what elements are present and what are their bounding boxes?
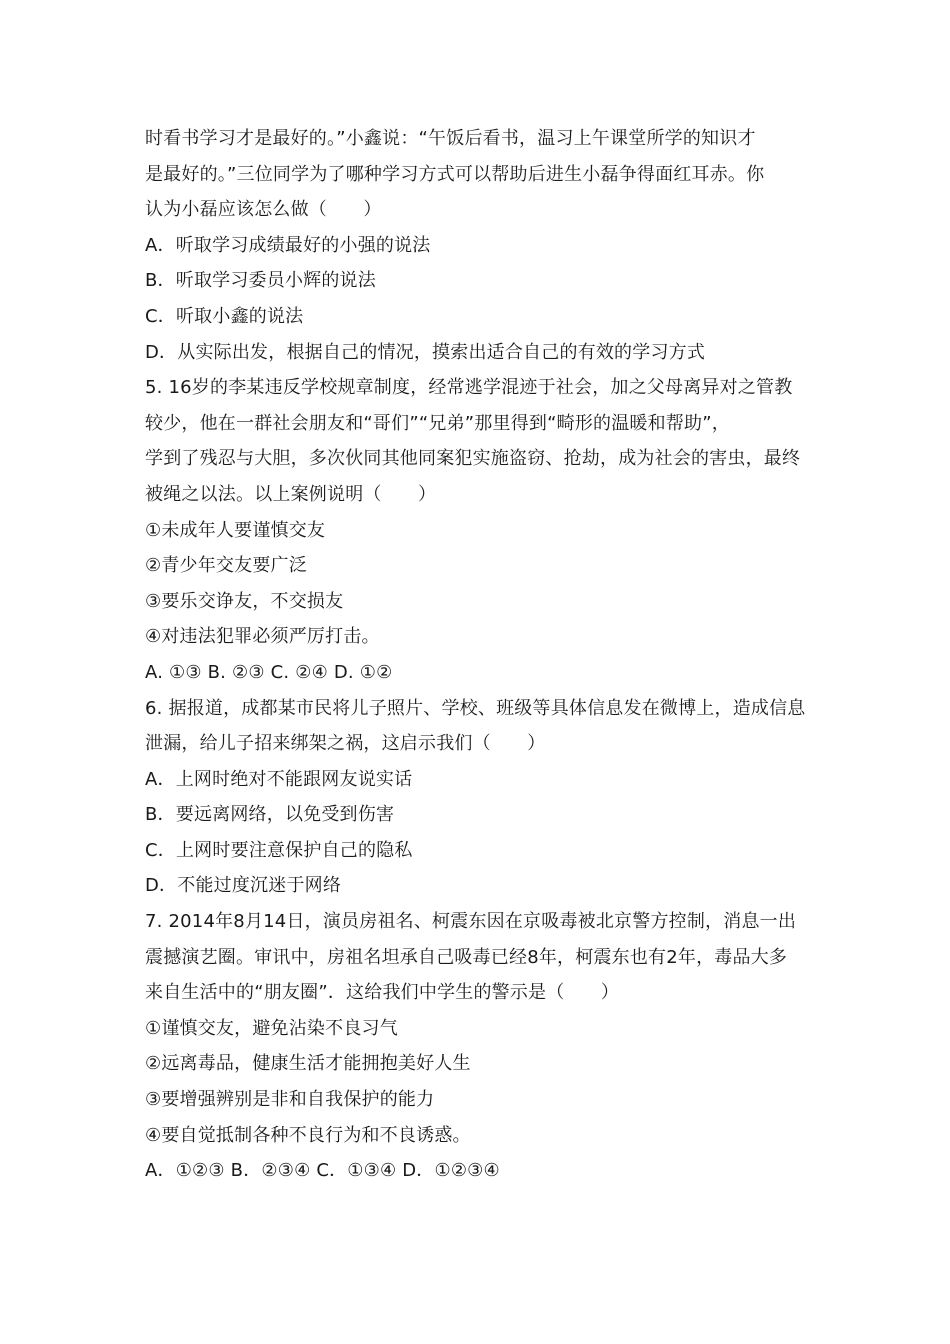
question-7-statement-4: ④要自觉抵制各种不良行为和不良诱惑。 xyxy=(145,1124,471,1146)
question-4 xyxy=(145,121,815,370)
question-6-stem-line: 6. 据报道，成都某市民将儿子照片、学校、班级等具体信息发在微博上，造成信息 xyxy=(145,697,806,719)
question-7-statement-3: ③要增强辨别是非和自我保护的能力 xyxy=(145,1089,435,1111)
question-5-statement-1: ①未成年人要谨慎交友 xyxy=(145,519,326,541)
question-4-stem-line: 时看书学习才是最好的。”小鑫说：“午饭后看书，温习上午课堂所学的知识才 xyxy=(145,128,756,149)
question-7-statement-2: ②远离毒品，健康生活才能拥抱美好人生 xyxy=(145,1053,471,1075)
question-6-option-d: D．不能过度沉迷于网络 xyxy=(145,875,342,897)
question-4-option-b: B．听取学习委员小辉的说法 xyxy=(145,270,376,292)
question-6 xyxy=(145,691,815,905)
question-6-option-a: A．上网时绝对不能跟网友说实话 xyxy=(145,768,413,790)
question-5-statement-4: ④对违法犯罪必须严厉打击。 xyxy=(145,626,380,648)
question-7 xyxy=(145,904,815,1189)
question-7-stem-line: 7. 2014年8月14日，演员房祖名、柯震东因在京吸毒被北京警方控制，消息一出 xyxy=(145,911,797,933)
question-4-option-a: A．听取学习成绩最好的小强的说法 xyxy=(145,234,431,256)
question-5-stem-line: 较少，他在一群社会朋友和“哥们”“兄弟”那里得到“畸形的温暖和帮助”， xyxy=(145,412,730,434)
question-5-options: A. ①③ B. ②③ C. ②④ D. ①② xyxy=(145,661,393,683)
question-5-statement-3: ③要乐交诤友，不交损友 xyxy=(145,590,344,612)
question-4-stem-line: 是最好的。”三位同学为了哪种学习方式可以帮助后进生小磊争得面红耳赤。你 xyxy=(145,163,765,185)
question-6-option-b: B．要远离网络，以免受到伤害 xyxy=(145,804,395,826)
question-4-stem-line: 认为小磊应该怎么做（ ） xyxy=(145,199,382,221)
question-7-stem-line: 震撼演艺圈。审讯中，房祖名坦承自己吸毒已经8年，柯震东也有2年，毒品大多 xyxy=(145,946,788,968)
question-6-stem-line: 泄漏，给儿子招来绑架之祸，这启示我们（ ） xyxy=(145,733,546,755)
question-7-statement-1: ①谨慎交友，避免沾染不良习气 xyxy=(145,1017,398,1039)
question-4-option-d: D．从实际出发，根据自己的情况，摸索出适合自己的有效的学习方式 xyxy=(145,341,706,363)
question-5-statement-2: ②青少年交友要广泛 xyxy=(145,555,307,577)
question-6-option-c: C．上网时要注意保护自己的隐私 xyxy=(145,839,413,861)
question-5-stem-line: 5. 16岁的李某违反学校规章制度，经常逃学混迹于社会，加之父母离异对之管教 xyxy=(145,377,793,399)
question-7-options: A．①②③ B．②③④ C．①③④ D．①②③④ xyxy=(145,1160,500,1182)
question-5-stem-line: 学到了残忍与大胆，多次伙同其他同案犯实施盗窃、抢劫，成为社会的害虫，最终 xyxy=(145,448,801,470)
question-7-stem-line: 来自生活中的“朋友圈”．这给我们中学生的警示是（ ） xyxy=(145,982,620,1004)
question-4-option-c: C．听取小鑫的说法 xyxy=(145,305,304,327)
question-5-stem-line: 被绳之以法。以上案例说明（ ） xyxy=(145,483,437,505)
question-5 xyxy=(145,370,815,690)
exam-content xyxy=(145,121,815,1189)
